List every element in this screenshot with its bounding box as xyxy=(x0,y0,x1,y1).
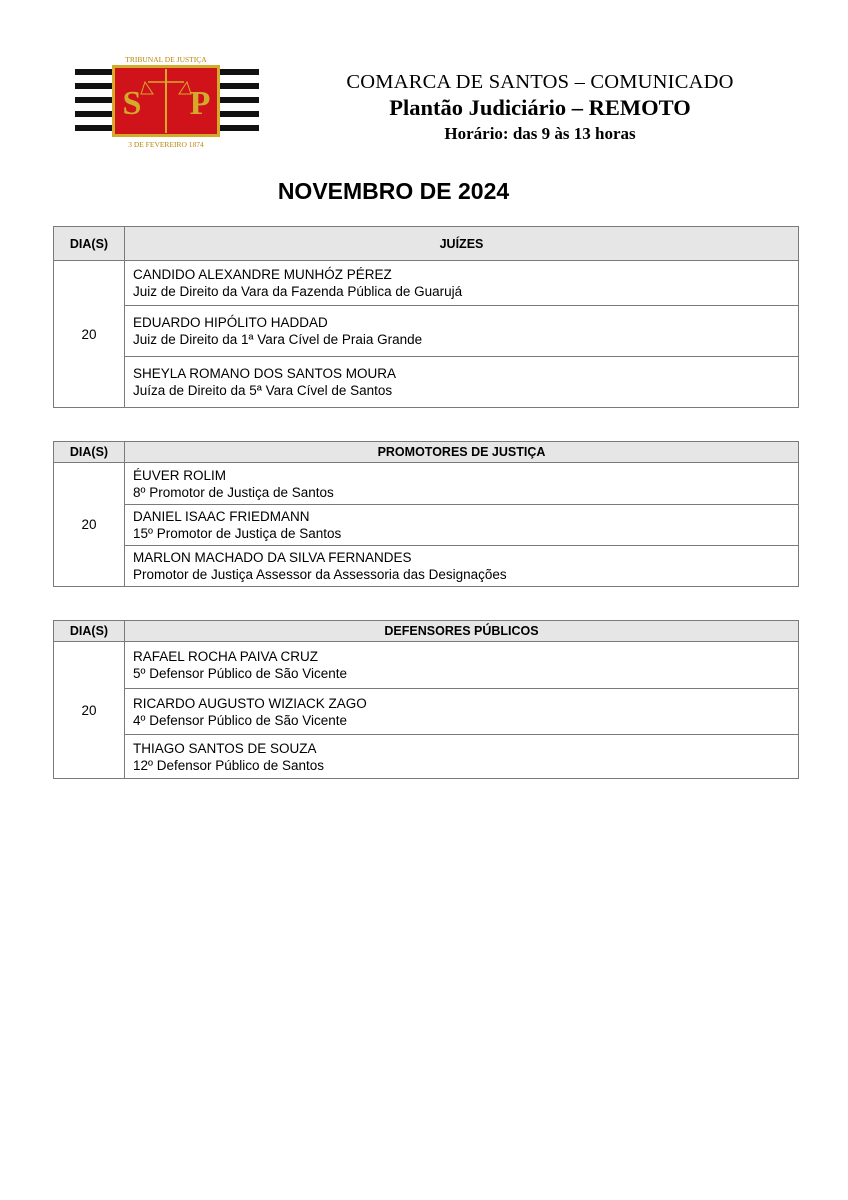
table-header-row xyxy=(54,442,799,463)
person-cell xyxy=(125,505,799,546)
person-cell xyxy=(125,642,799,689)
person-role: Juíza de Direito da 5ª Vara Cível de Santos xyxy=(133,383,393,398)
col-header-day: DIA(S) xyxy=(54,621,125,642)
person-name: DANIEL ISAAC FRIEDMANN xyxy=(133,509,310,524)
person-name: RAFAEL ROCHA PAIVA CRUZ xyxy=(133,649,319,664)
person-name: THIAGO SANTOS DE SOUZA xyxy=(133,740,317,756)
person-role: Juiz de Direito da 1ª Vara Cível de Praia Grande xyxy=(133,332,423,347)
person-name: SHEYLA ROMANO DOS SANTOS MOURA xyxy=(133,366,397,381)
document-header xyxy=(300,70,780,146)
table-row xyxy=(54,463,799,505)
col-header-people: DEFENSORES PÚBLICOS xyxy=(125,621,799,642)
person-name: ÉUVER ROLIM xyxy=(133,467,227,483)
table-header-row xyxy=(54,621,799,642)
table-row xyxy=(54,546,799,587)
person-role: 5º Defensor Público de São Vicente xyxy=(133,666,348,681)
table-row xyxy=(54,689,799,735)
logo-letter-p: P xyxy=(189,85,211,122)
header-line-1: COMARCA DE SANTOS – COMUNICADO xyxy=(346,71,734,93)
judges-table xyxy=(53,226,799,408)
person-role: Juiz de Direito da Vara da Fazenda Pública de Guarujá xyxy=(133,284,463,299)
col-header-day: DIA(S) xyxy=(54,227,125,261)
table-row xyxy=(54,735,799,779)
table-header-row xyxy=(54,227,799,261)
col-header-day: DIA(S) xyxy=(54,442,125,463)
person-role: 15º Promotor de Justiça de Santos xyxy=(133,526,342,541)
person-cell xyxy=(125,261,799,306)
day-cell: 20 xyxy=(54,261,125,408)
person-name: MARLON MACHADO DA SILVA FERNANDES xyxy=(133,550,412,565)
logo-letter-s: S xyxy=(122,85,142,122)
person-role: Promotor de Justiça Assessor da Assessoria das Designações xyxy=(133,567,507,582)
public-defenders-table xyxy=(53,620,799,779)
day-cell: 20 xyxy=(54,642,125,779)
month-title: NOVEMBRO DE 2024 xyxy=(277,178,510,204)
header-line-3: Horário: das 9 às 13 horas xyxy=(444,124,636,143)
table-row xyxy=(54,357,799,408)
person-role: 8º Promotor de Justiça de Santos xyxy=(133,484,334,500)
table-row xyxy=(54,505,799,546)
person-cell xyxy=(125,546,799,587)
header-line-2: Plantão Judiciário – REMOTO xyxy=(389,95,691,120)
table-row xyxy=(54,261,799,306)
tribunal-de-justica-logo xyxy=(75,52,259,150)
person-name: CANDIDO ALEXANDRE MUNHÓZ PÉREZ xyxy=(133,267,392,282)
person-name: EDUARDO HIPÓLITO HADDAD xyxy=(133,315,328,330)
day-cell: 20 xyxy=(54,463,125,587)
person-role: 4º Defensor Público de São Vicente xyxy=(133,712,348,728)
person-cell xyxy=(125,735,799,779)
col-header-people: JUÍZES xyxy=(125,227,799,261)
table-row xyxy=(54,306,799,357)
prosecutors-table xyxy=(53,441,799,587)
table-row xyxy=(54,642,799,689)
person-cell xyxy=(125,306,799,357)
logo-bottom-text: 3 DE FEVEREIRO 1874 xyxy=(128,140,204,149)
person-cell xyxy=(125,357,799,408)
person-name: RICARDO AUGUSTO WIZIACK ZAGO xyxy=(133,695,367,711)
person-cell xyxy=(125,689,799,735)
person-role: 12º Defensor Público de Santos xyxy=(133,757,325,773)
person-cell xyxy=(125,463,799,505)
col-header-people: PROMOTORES DE JUSTIÇA xyxy=(125,442,799,463)
logo-top-text: TRIBUNAL DE JUSTIÇA xyxy=(125,55,207,64)
